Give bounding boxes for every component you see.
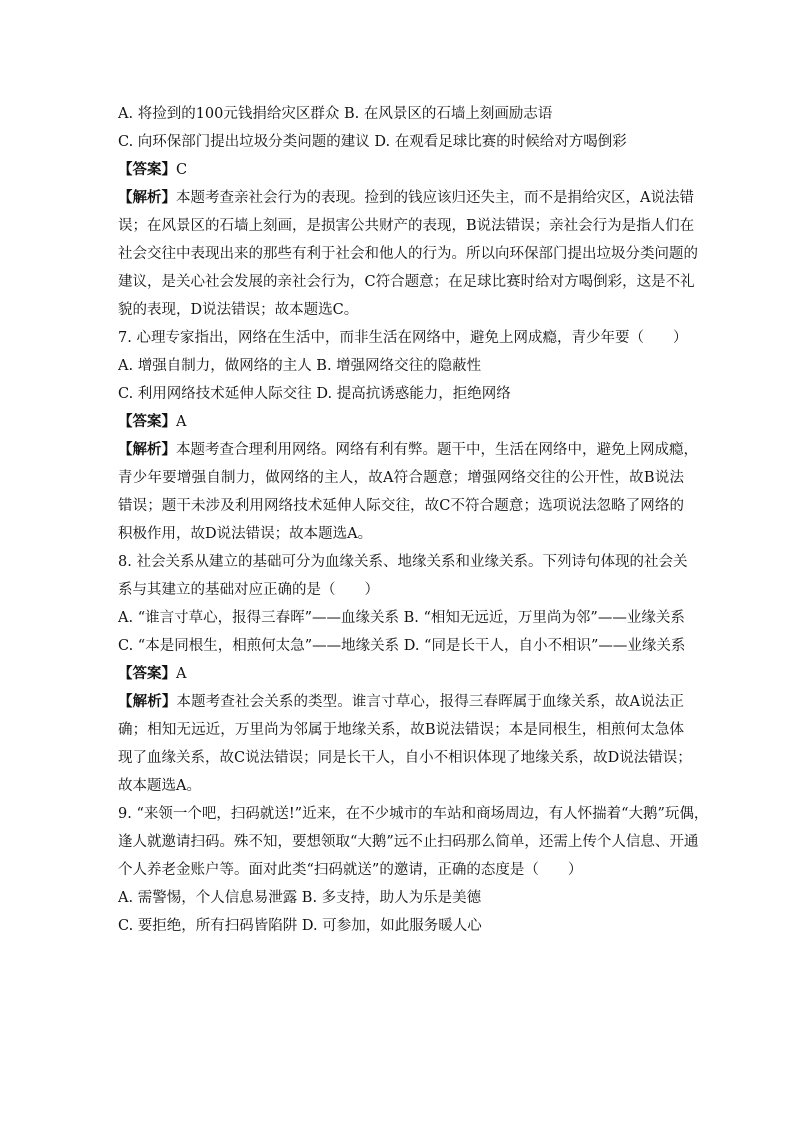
q7-analysis-line: 青少年要增强自制力，做网络的主人，故A符合题意；增强网络交往的公开性，故B说法: [118, 470, 684, 486]
q8-analysis-line: 现了血缘关系，故C说法错误；同是长干人，自小不相识体现了地缘关系，故D说法错误；: [118, 750, 692, 766]
q7-options-ab: A. 增强自制力，做网络的主人 B. 增强网络交往的隐蔽性: [118, 358, 482, 374]
q6-options-ab: A. 将捡到的100元钱捐给灾区群众 B. 在风景区的石墙上刻画励志语: [118, 106, 553, 122]
q9-stem: 逢人就邀请扫码。殊不知，要想领取“大鹅”远不止扫码那么简单，还需上传个人信息、开通: [118, 834, 699, 850]
q7-answer: 【答案】A: [118, 413, 187, 430]
q6-analysis-line: 【解析】本题考查亲社会行为的表现。捡到的钱应该归还失主，而不是捐给灾区，A说法错: [118, 189, 694, 206]
q8-stem: 8. 社会关系从建立的基础可分为血缘关系、地缘关系和业缘关系。下列诗句体现的社会关: [118, 554, 688, 570]
q7-stem: 7. 心理专家指出，网络在生活中，而非生活在网络中，避免上网成瘾，青少年要（ ）: [118, 330, 688, 346]
q6-analysis-line: 貌的表现，D说法错误；故本题选C。: [118, 302, 359, 318]
q8-analysis-line: 【解析】本题考查社会关系的类型。谁言寸草心，报得三春晖属于血缘关系，故A说法正: [118, 693, 685, 710]
q7-analysis-line: 【解析】本题考查合理利用网络。网络有利有弊。题干中，生活在网络中，避免上网成瘾，: [118, 441, 698, 458]
q6-analysis-line: 建议，是关心社会发展的亲社会行为，C符合题意；在足球比赛时给对方喝倒彩，这是不礼: [118, 274, 695, 290]
q8-answer: 【答案】A: [118, 665, 187, 682]
q6-analysis-line: 社会交往中表现出来的那些有利于社会和他人的行为。所以向环保部门提出垃圾分类问题的: [118, 246, 698, 262]
q8-options-cd: C. “本是同根生，相煎何太急”——地缘关系 D. “同是长干人，自小不相识”——业缘关系: [118, 638, 686, 654]
answer-tag: 【答案】: [118, 413, 176, 430]
q8-stem: 系与其建立的基础对应正确的是（ ）: [118, 582, 379, 598]
q9-stem: 个人养老金账户等。面对此类“扫码就送”的邀请，正确的态度是（ ）: [118, 862, 583, 878]
document-page: [118, 100, 709, 940]
q6-answer: 【答案】C: [118, 161, 188, 178]
q7-analysis-line: 错误；题干未涉及利用网络技术延伸人际交往，故C不符合题意；选项说法忽略了网络的: [118, 498, 684, 514]
analysis-tag: 【解析】: [118, 693, 177, 710]
q9-options-ab: A. 需警惕，个人信息易泄露 B. 多支持，助人为乐是美德: [118, 890, 482, 906]
q8-options-ab: A. “谁言寸草心，报得三春晖”——血缘关系 B. “相知无远近，万里尚为邻”——业缘关系: [118, 610, 685, 626]
q9-stem: 9. “来领一个吧，扫码就送!”近来，在不少城市的车站和商场周边，有人怀揣着“大鹅”玩偶，: [118, 806, 709, 822]
analysis-tag: 【解析】: [118, 189, 176, 206]
analysis-tag: 【解析】: [118, 441, 176, 458]
q9-options-cd: C. 要拒绝，所有扫码皆陷阱 D. 可参加，如此服务暖人心: [118, 918, 482, 934]
q8-analysis-line: 确；相知无远近，万里尚为邻属于地缘关系，故B说法错误；本是同根生，相煎何太急体: [118, 722, 684, 738]
q8-analysis-line: 故本题选A。: [118, 778, 201, 794]
q7-analysis-line: 积极作用，故D说法错误；故本题选A。: [118, 526, 373, 542]
answer-tag: 【答案】: [118, 665, 176, 682]
q7-options-cd: C. 利用网络技术延伸人际交往 D. 提高抗诱惑能力，拒绝网络: [118, 386, 511, 402]
q6-options-cd: C. 向环保部门提出垃圾分类问题的建议 D. 在观看足球比赛的时候给对方喝倒彩: [118, 134, 627, 150]
q6-analysis-line: 误；在风景区的石墙上刻画，是损害公共财产的表现，B说法错误；亲社会行为是指人们在: [118, 218, 695, 234]
answer-tag: 【答案】: [118, 161, 176, 178]
